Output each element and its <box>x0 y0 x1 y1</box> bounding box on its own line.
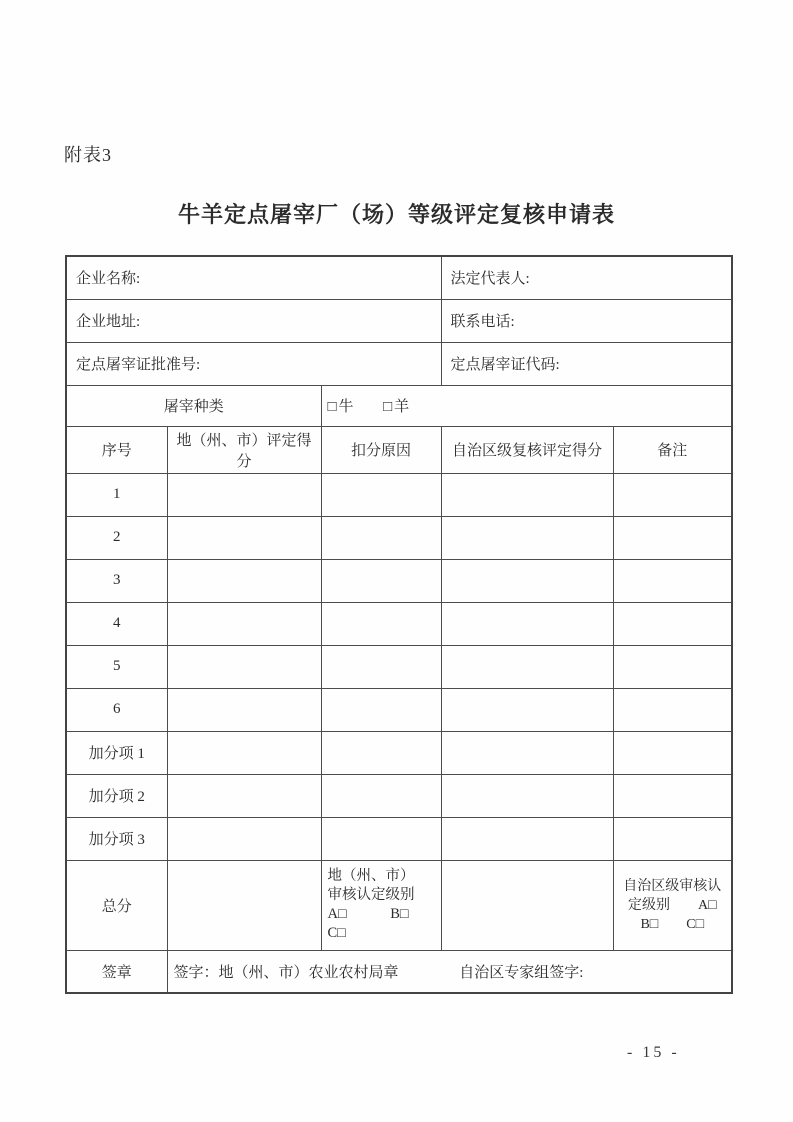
company-name-label: 企业名称: <box>66 256 441 299</box>
prefecture-score-cell <box>167 645 321 688</box>
row-label: 6 <box>66 688 167 731</box>
prefecture-grade-cell <box>321 860 441 950</box>
remarks-cell <box>613 688 732 731</box>
deduction-reason-cell <box>321 731 441 774</box>
bonus-row-3 <box>66 817 732 860</box>
column-header-remarks: 备注 <box>613 426 732 473</box>
region-score-cell <box>441 473 613 516</box>
deduction-reason-cell <box>321 559 441 602</box>
slaughter-license-approval-label: 定点屠宰证批准号: <box>66 342 441 385</box>
prefecture-score-cell <box>167 516 321 559</box>
table-header-row <box>66 426 732 473</box>
row-label: 加分项 3 <box>66 817 167 860</box>
region-score-cell <box>441 645 613 688</box>
remarks-cell <box>613 559 732 602</box>
grade-checkbox-line: A□ B□ <box>327 906 409 922</box>
row-label: 2 <box>66 516 167 559</box>
remarks-cell <box>613 602 732 645</box>
prefecture-score-cell <box>167 559 321 602</box>
row-label: 加分项 2 <box>66 774 167 817</box>
score-row-3 <box>66 559 732 602</box>
remarks-cell <box>613 645 732 688</box>
total-score-label: 总分 <box>66 860 167 950</box>
deduction-reason-cell <box>321 473 441 516</box>
region-score-cell <box>441 516 613 559</box>
region-score-cell <box>441 817 613 860</box>
application-form-table <box>65 255 733 994</box>
prefecture-score-cell <box>167 731 321 774</box>
region-expert-signature-text: 自治区专家组签字: <box>459 964 584 981</box>
total-region-score-cell <box>441 860 613 950</box>
region-grade-cell <box>613 860 732 950</box>
prefecture-score-cell <box>167 688 321 731</box>
legal-representative-label: 法定代表人: <box>441 256 732 299</box>
row-label: 1 <box>66 473 167 516</box>
region-score-cell <box>441 602 613 645</box>
region-score-cell <box>441 559 613 602</box>
signature-seal-label: 签章 <box>66 950 167 993</box>
remarks-cell <box>613 817 732 860</box>
region-score-cell <box>441 688 613 731</box>
cattle-checkbox-option: □牛 <box>327 399 356 415</box>
grade-line: 审核认定级别 <box>327 887 415 903</box>
signature-row <box>66 950 732 993</box>
sheep-checkbox-option: □羊 <box>383 399 412 415</box>
info-row-address <box>66 299 732 342</box>
species-options <box>321 385 732 426</box>
score-row-6 <box>66 688 732 731</box>
bonus-row-2 <box>66 774 732 817</box>
grade-checkbox-line: B□ C□ <box>640 916 705 932</box>
row-label: 4 <box>66 602 167 645</box>
remarks-cell <box>613 516 732 559</box>
prefecture-score-cell <box>167 473 321 516</box>
deduction-reason-cell <box>321 645 441 688</box>
column-header-region-review-score: 自治区级复核评定得分 <box>441 426 613 473</box>
prefecture-bureau-seal-text: 签字：地（州、市）农业农村局章 <box>173 964 399 981</box>
prefecture-score-cell <box>167 817 321 860</box>
species-row <box>66 385 732 426</box>
grade-checkbox-line: 定级别 A□ <box>627 897 717 913</box>
info-row-company <box>66 256 732 299</box>
deduction-reason-cell <box>321 817 441 860</box>
row-label: 5 <box>66 645 167 688</box>
species-type-label: 屠宰种类 <box>66 385 321 426</box>
contact-phone-label: 联系电话: <box>441 299 732 342</box>
region-score-cell <box>441 774 613 817</box>
column-header-deduction-reason: 扣分原因 <box>321 426 441 473</box>
deduction-reason-cell <box>321 774 441 817</box>
form-title: 牛羊定点屠宰厂（场）等级评定复核申请表 <box>177 202 615 227</box>
prefecture-score-cell <box>167 774 321 817</box>
slaughter-license-code-label: 定点屠宰证代码: <box>441 342 732 385</box>
row-label: 3 <box>66 559 167 602</box>
total-score-row <box>66 860 732 950</box>
grade-line: 地（州、市） <box>327 868 415 884</box>
grade-checkbox-line: C□ <box>327 925 346 941</box>
total-prefecture-score-cell <box>167 860 321 950</box>
score-row-5 <box>66 645 732 688</box>
region-score-cell <box>441 731 613 774</box>
bonus-row-1 <box>66 731 732 774</box>
row-label: 加分项 1 <box>66 731 167 774</box>
remarks-cell <box>613 731 732 774</box>
appendix-label: 附表3 <box>64 145 112 165</box>
deduction-reason-cell <box>321 602 441 645</box>
column-header-prefecture-score: 地（州、市）评定得分 <box>167 426 321 473</box>
score-row-1 <box>66 473 732 516</box>
signature-content-cell <box>167 950 732 993</box>
grade-line: 自治区级审核认 <box>623 878 722 894</box>
score-row-4 <box>66 602 732 645</box>
deduction-reason-cell <box>321 516 441 559</box>
column-header-serial-number: 序号 <box>66 426 167 473</box>
info-row-license <box>66 342 732 385</box>
remarks-cell <box>613 774 732 817</box>
page-number: - 15 - <box>627 1044 680 1061</box>
deduction-reason-cell <box>321 688 441 731</box>
prefecture-score-cell <box>167 602 321 645</box>
remarks-cell <box>613 473 732 516</box>
company-address-label: 企业地址: <box>66 299 441 342</box>
score-row-2 <box>66 516 732 559</box>
